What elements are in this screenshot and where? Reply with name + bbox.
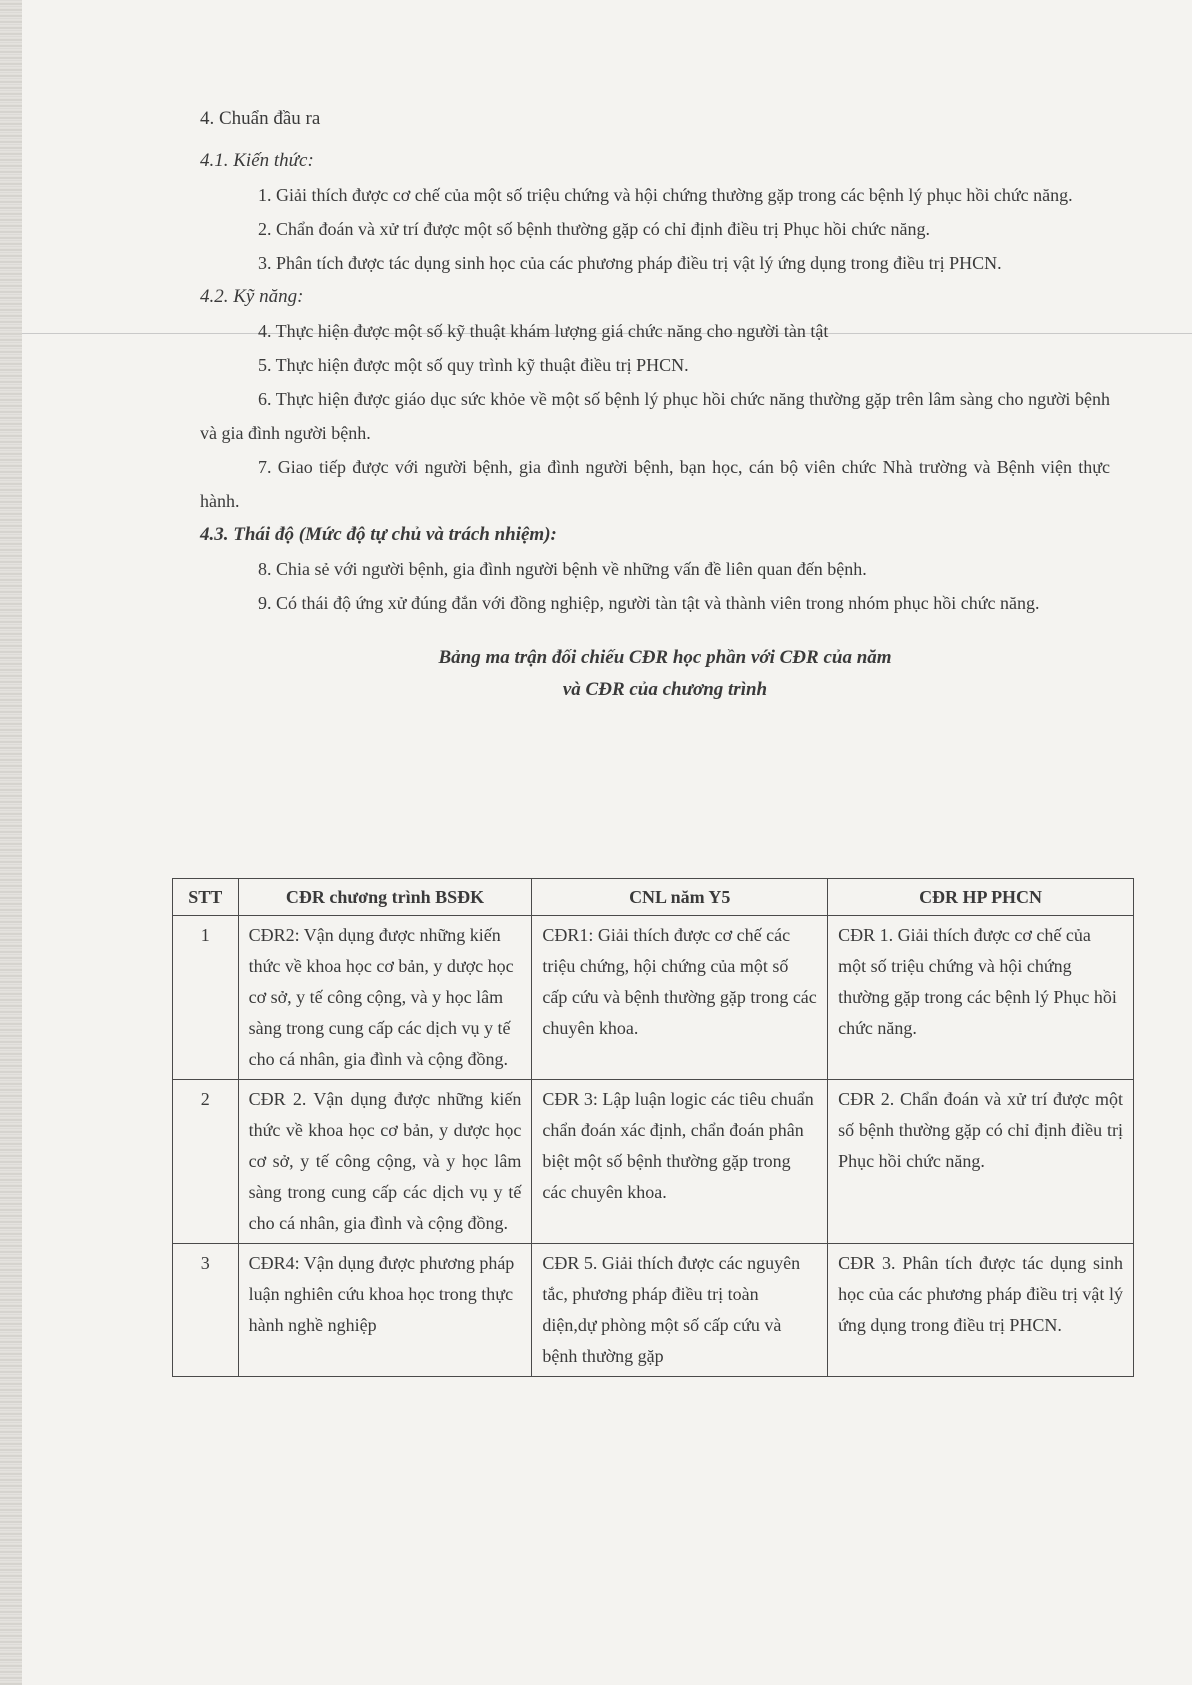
attitude-item: 9. Có thái độ ứng xử đúng đắn với đồng nghiệp, người tàn tật và thành viên trong nhóm phục hồi chức năng. [258,593,1040,613]
table-caption-line-1: Bảng ma trận đối chiếu CĐR học phần với CĐR của năm [438,647,892,668]
knowledge-heading: 4.1. Kiến thức: [200,150,314,171]
skills-item: 5. Thực hiện được một số quy trình kỹ thuật điều trị PHCN. [258,355,689,375]
cell-year: CĐR1: Giải thích được cơ chế các triệu chứng, hội chứng của một số cấp cứu và bệnh thường gặp trong các chuyên khoa. [532,916,828,1080]
cell-program: CĐR 2. Vận dụng được những kiến thức về khoa học cơ bản, y dược học cơ sở, y tế công cộng, và y học lâm sàng trong cung cấp các dịch vụ y tế cho cá nhân, gia đình và cộng đồng. [238,1080,532,1244]
header-module: CĐR HP PHCN [828,879,1134,916]
cell-year: CĐR 5. Giải thích được các nguyên tắc, phương pháp điều trị toàn diện,dự phòng một số cấp cứu và bệnh thường gặp [532,1244,828,1377]
cell-module: CĐR 1. Giải thích được cơ chế của một số triệu chứng và hội chứng thường gặp trong các bệnh lý Phục hồi chức năng. [828,916,1134,1080]
outcome-matrix-table [172,878,1134,1377]
document-page [200,102,1110,706]
header-program: CĐR chương trình BSĐK [238,879,532,916]
knowledge-item: 1. Giải thích được cơ chế của một số triệu chứng và hội chứng thường gặp trong các bệnh lý phục hồi chức năng. [258,185,1073,205]
table-caption-line-2: và CĐR của chương trình [562,679,768,700]
cell-module: CĐR 2. Chẩn đoán và xử trí được một số bệnh thường gặp có chỉ định điều trị Phục hồi chức năng. [828,1080,1134,1244]
skills-item: 6. Thực hiện được giáo dục sức khỏe về một số bệnh lý phục hồi chức năng thường gặp trên lâm sàng cho người bệnh và gia đình người bệnh. [200,389,1110,443]
cell-year: CĐR 3: Lập luận logic các tiêu chuẩn chẩn đoán xác định, chẩn đoán phân biệt một số bệnh thường gặp trong các chuyên khoa. [532,1080,828,1244]
section-heading: 4. Chuẩn đầu ra [200,108,321,129]
skills-item: 7. Giao tiếp được với người bệnh, gia đình người bệnh, bạn học, cán bộ viên chức Nhà trường và Bệnh viện thực hành. [200,457,1110,511]
table-caption [200,642,1110,706]
cell-stt: 3 [173,1244,239,1377]
table-header-row [173,879,1134,916]
cell-module: CĐR 3. Phân tích được tác dụng sinh học của các phương pháp điều trị vật lý ứng dụng trong điều trị PHCN. [828,1244,1134,1377]
cell-program: CĐR4: Vận dụng được phương pháp luận nghiên cứu khoa học trong thực hành nghề nghiệp [238,1244,532,1377]
header-year: CNL năm Y5 [532,879,828,916]
knowledge-item: 2. Chẩn đoán và xử trí được một số bệnh thường gặp có chỉ định điều trị Phục hồi chức năng. [258,219,930,239]
cell-stt: 2 [173,1080,239,1244]
attitude-heading: 4.3. Thái độ (Mức độ tự chủ và trách nhiệm): [200,524,557,545]
table-row [173,916,1134,1080]
attitude-item: 8. Chia sẻ với người bệnh, gia đình người bệnh về những vấn đề liên quan đến bệnh. [258,559,867,579]
knowledge-item: 3. Phân tích được tác dụng sinh học của các phương pháp điều trị vật lý ứng dụng trong điều trị PHCN. [258,253,1002,273]
skills-item: 4. Thực hiện được một số kỹ thuật khám lượng giá chức năng cho người tàn tật [258,321,829,341]
table-row [173,1244,1134,1377]
header-stt: STT [173,879,239,916]
skills-heading: 4.2. Kỹ năng: [200,286,304,307]
cell-stt: 1 [173,916,239,1080]
cell-program: CĐR2: Vận dụng được những kiến thức về khoa học cơ bản, y dược học cơ sở, y tế công cộng, và y học lâm sàng trong cung cấp các dịch vụ y tế cho cá nhân, gia đình và cộng đồng. [238,916,532,1080]
table-row [173,1080,1134,1244]
scan-edge-artifact [0,0,22,1685]
